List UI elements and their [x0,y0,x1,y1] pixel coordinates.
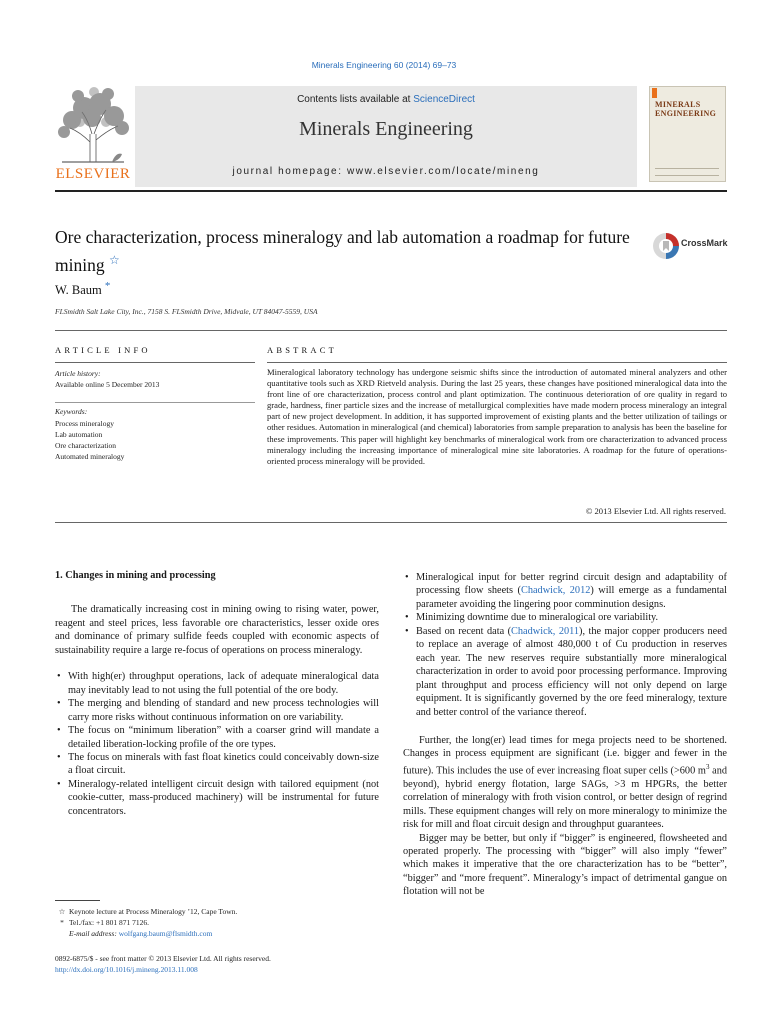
elsevier-wordmark: ELSEVIER [55,166,131,182]
keywords-list [55,418,124,462]
list-item [403,571,727,611]
footnote-text: Tel./fax: +1 801 871 7126. [69,918,149,928]
contents-available-line [135,94,637,105]
body-left-column [55,569,379,818]
list-item: • The merging and blending of standard and new process technologies will carry more risks without continuous information on ore variability. [55,697,379,724]
keyword-item: Lab automation [55,430,103,439]
article-info-heading: ARTICLE INFO [55,345,151,355]
paragraph-text: Further, the long(er) lead times for mega projects need to be shortened. Changes in process equipment are significant (i.e. bigger and fewer in the future). This includes the use of ever increasing float super cells (>600 m [403,734,727,777]
intro-paragraph: The dramatically increasing cost in mining owing to rising water, power, reagent and steel prices, less favorable ore characteristics, lesser oxide ores and dominance of primary sulfide feeds coupled with economic aspects of sustainability require a large re-focus of operations on process mineralogy. [55,604,379,656]
article-title [55,226,645,277]
section-title: 1. Changes in mining and processing [55,570,216,581]
body-right-column [403,571,727,899]
cover-footer-lines [655,168,719,176]
body-paragraph [403,734,727,832]
email-label: E-mail address: [69,929,119,939]
page-footer [55,953,271,975]
abstract-text: Mineralogical laboratory technology has undergone seismic shifts since the introduction of automated mineral analyzers and other quantitative tools such as XRD Rietveld analysis. During the last 25 years, these changes have positioned mineralogical data into the front line of ore characterization, process control and plant optimization. The continuous deterioration of ore quality in regard to grade, hardness, finer particle sizes and the increase of metallurgical complexities have made modern process mineralogy an integral part of new project development. In addition, it has supported improvement of existing plants and the better utilization of tailings or other residues. Automation in mineralogical (and chemical) laboratories from sample preparation to analysis has been the baseline for these improvements. This paper will highlight key benchmarks of mineralogical work from ore characterization to advanced process mineralogy including the increasing importance of mineralogical mine site laboratories. A roadmap for the future of operations-oriented process mineralogy will be provided. [267,367,727,466]
footnote-text: Keynote lecture at Process Mineralogy ’12, Cape Town. [69,907,238,916]
journal-title[interactable]: Minerals Engineering [299,118,473,140]
body-paragraph: Bigger may be better, but only if “bigger” is engineered, flowsheeted and operated properly. The processing with “bigger” will also imply “fewer” which makes it imperative that the ore characterization has to be “better”, “bigger” and “more frequent”. Mineralogy’s impact of detrimental gangue on flotation will not be [403,832,727,898]
bullet-text: ), the major copper producers need to replace an average of almost 480,000 t of Cu production in reserves each year. The new reserves require substantially more mineralogical characterization in order to avoid poor processing performance. Improving plant throughput and process efficiency will not only depend on large equipment. It is significantly governed by the ore feed mineralogy, texture and better control of the variance thereof. [416,625,727,718]
keyword-item: Process mineralogy [55,419,114,428]
footnote-mark: ☆ [58,907,66,916]
journal-homepage[interactable]: journal homepage: www.elsevier.com/locate/mineng [232,166,540,177]
article-info-separator [55,402,255,403]
footnote-item [55,928,237,939]
bullet-text: Based on recent data ( [416,625,512,637]
list-item [403,625,727,719]
footnote-item [55,906,237,917]
reference-link[interactable]: Chadwick, 2012 [520,585,591,597]
keyword-item: Ore characterization [55,441,116,450]
contents-prefix: Contents lists available at [297,94,414,105]
corresponding-author-star[interactable]: * [104,280,111,292]
paragraph-text: and beyond), hybrid energy flotation, large SAGs, >3 m HPGRs, the better correlation of mineralogy with froth vision control, or better design of regrind mills. These equipment changes will rely on more mineralogy to minimize the risk for mill and float circuit design and throughput guarantees. [403,765,727,831]
article-title-text: Ore characterization, process mineralogy and lab automation a roadmap for future mining [55,227,630,275]
list-item: • Minimizing downtime due to mineralogical ore variability. [403,611,727,624]
footnotes [55,906,237,940]
email-link[interactable]: wolfgang.baum@flsmidth.com [118,929,213,939]
cover-title-line-1: MINERALS [655,100,701,109]
title-divider [55,330,727,331]
article-history-label: Article history: [55,369,101,378]
cover-journal-name [655,100,723,118]
journal-citation[interactable]: Minerals Engineering 60 (2014) 69–73 [311,60,457,70]
reference-link[interactable]: Chadwick, 2011 [511,625,580,637]
cover-title-line-2: ENGINEERING [655,109,717,118]
article-history-value: Available online 5 December 2013 [55,380,160,389]
author-name: W. Baum [55,283,102,298]
article-info-rule [55,362,255,363]
sciencedirect-link[interactable]: ScienceDirect [413,94,475,105]
abstract-heading: ABSTRACT [267,345,337,355]
bullet-text: ) will emerge as a fundamental parameter avoiding the lingering poor comminution designs. [416,585,727,610]
left-bullet-list [55,670,379,818]
crossmark-label[interactable]: CrossMark [681,238,728,248]
title-footnote-star[interactable]: ☆ [108,253,120,267]
author-affiliation: FLSmidth Salt Lake City, Inc., 7158 S. FLSmidth Drive, Midvale, UT 84047-5559, USA [55,307,318,316]
list-item: • The focus on minerals with fast float kinetics could conceivably down-size a float circuit. [55,751,379,778]
footnote-mark: * [60,918,64,928]
right-bullet-list [403,571,727,719]
list-item: • Mineralogy-related intelligent circuit design with tailored equipment (not cookie-cutter, mass-produced machinery) will be instrumental for future concentrators. [55,778,379,818]
issn-line: 0892-6875/$ - see front matter © 2013 Elsevier Ltd. All rights reserved. [55,954,271,963]
header-divider [55,190,727,192]
superscript: 3 [705,762,710,771]
keywords-label: Keywords: [55,407,88,416]
bullet-text: Mineralogical input for better regrind circuit design and adaptability of processing flow sheets ( [416,572,727,597]
keyword-item: Automated mineralogy [55,452,125,461]
cover-accent-stripe [652,88,657,98]
footnote-rule [55,900,100,901]
abstract-rule [267,362,727,363]
list-item: • The focus on “minimum liberation” with a coarser grind will mandate a detailed liberation-locking profile of the ore types. [55,724,379,751]
abstract-copyright: © 2013 Elsevier Ltd. All rights reserved. [585,506,726,516]
abstract-bottom-rule [55,522,727,523]
list-item: • With high(er) throughput operations, lack of adequate mineralogical data may inevitably lead to not using the full potential of the ore body. [55,670,379,697]
footnote-item [55,917,237,928]
doi-link[interactable]: http://dx.doi.org/10.1016/j.mineng.2013.11.008 [55,965,198,974]
author-line [55,280,110,298]
